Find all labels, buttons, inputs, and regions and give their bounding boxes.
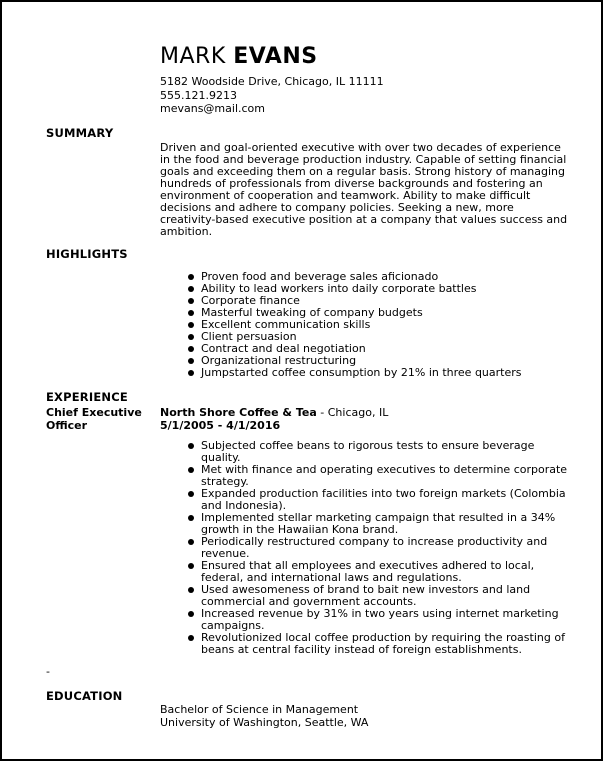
first-name: MARK: [160, 44, 226, 69]
email[interactable]: mevans@mail.com: [160, 102, 265, 115]
list-item: Organizational restructuring: [201, 355, 571, 367]
list-item: Revolutionized local coffee production by requiring the roasting of beans at central facility instead of foreign establishments.: [201, 632, 571, 656]
list-item: Used awesomeness of brand to bait new investors and land commercial and government accounts.: [201, 584, 571, 608]
list-item: Ensured that all employees and executives adhered to local, federal, and international laws and regulations.: [201, 560, 571, 584]
education-block: [160, 704, 368, 729]
phone: 555.121.9213: [160, 88, 237, 102]
separator-dash: -: [46, 665, 50, 678]
education-heading: EDUCATION: [46, 689, 123, 703]
list-item: Met with finance and operating executives to determine corporate strategy.: [201, 464, 571, 488]
list-item: Increased revenue by 31% in two years using internet marketing campaigns.: [201, 608, 571, 632]
highlights-heading: HIGHLIGHTS: [46, 247, 128, 261]
employment-dates: 5/1/2005 - 4/1/2016: [160, 419, 281, 432]
list-item: Expanded production facilities into two foreign markets (Colombia and Indonesia).: [201, 488, 571, 512]
employer: [160, 406, 388, 419]
summary-heading: SUMMARY: [46, 126, 114, 140]
address: 5182 Woodside Drive, Chicago, IL 11111: [160, 75, 384, 88]
degree: Bachelor of Science in Management: [160, 703, 359, 716]
experience-bullets: [201, 440, 571, 656]
list-item: Masterful tweaking of company budgets: [201, 307, 571, 319]
contact-block: [160, 75, 384, 116]
highlights-list: [201, 271, 571, 379]
summary-text: Driven and goal-oriented executive with over two decades of experience in the food and beverage production industry. Capable of setting financial goals and exceeding them on a regular basis. Strong history of managing hundreds of professionals from diverse backgrounds and fostering an environment of cooperation and teamwork. Ability to make difficult decisions and adhere to company policies. Seeking a new, more creativity-based executive position at a company that values success and ambition.: [160, 141, 568, 238]
list-item: Proven food and beverage sales aficionado: [201, 271, 571, 283]
list-item: Contract and deal negotiation: [201, 343, 571, 355]
school: University of Washington, Seattle, WA: [160, 715, 369, 729]
last-name: EVANS: [233, 44, 318, 69]
company-name: North Shore Coffee & Tea: [160, 406, 317, 419]
candidate-name: [160, 44, 318, 70]
list-item: Client persuasion: [201, 331, 571, 343]
list-item: Ability to lead workers into daily corporate battles: [201, 283, 571, 295]
list-item: Implemented stellar marketing campaign that resulted in a 34% growth in the Hawaiian Kona brand.: [201, 512, 571, 536]
list-item: Corporate finance: [201, 295, 571, 307]
job-title: Chief Executive Officer: [46, 406, 142, 432]
list-item: Jumpstarted coffee consumption by 21% in three quarters: [201, 367, 571, 379]
list-item: Subjected coffee beans to rigorous tests to ensure beverage quality.: [201, 440, 571, 464]
experience-heading: EXPERIENCE: [46, 390, 128, 404]
company-location: - Chicago, IL: [316, 406, 389, 419]
list-item: Periodically restructured company to increase productivity and revenue.: [201, 536, 571, 560]
list-item: Excellent communication skills: [201, 319, 571, 331]
